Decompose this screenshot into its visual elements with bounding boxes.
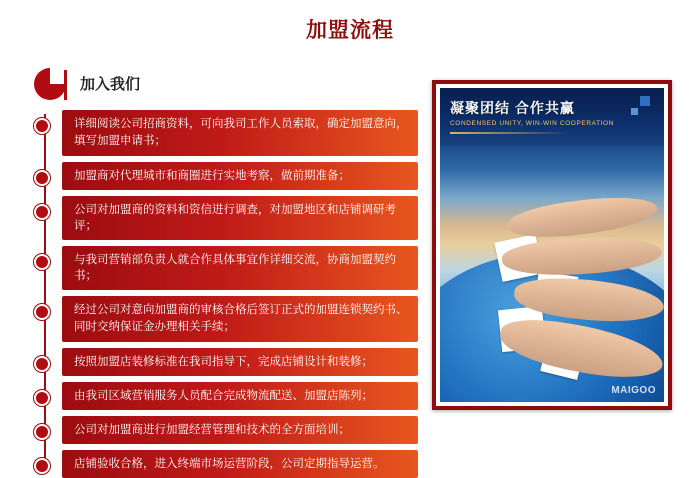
step-label: 按照加盟店装修标准在我司指导下，完成店铺设计和装修； bbox=[62, 348, 418, 376]
step-bullet-icon bbox=[34, 458, 50, 474]
step-label: 详细阅读公司招商资料，可向我司工作人员索取，确定加盟意向，填写加盟申请书； bbox=[62, 110, 418, 156]
step-item[interactable] bbox=[44, 246, 418, 290]
step-item[interactable] bbox=[44, 382, 418, 410]
steps-timeline bbox=[28, 110, 418, 478]
step-item[interactable] bbox=[44, 348, 418, 376]
step-bullet-icon bbox=[34, 304, 50, 320]
decorative-square-icon bbox=[640, 96, 650, 106]
step-label: 加盟商对代理城市和商圈进行实地考察，做前期准备； bbox=[62, 162, 418, 190]
step-label: 经过公司对意向加盟商的审核合格后签订正式的加盟连锁契约书、同时交纳保证金办理相关手续； bbox=[62, 296, 418, 342]
step-label: 店铺验收合格，进入终端市场运营阶段，公司定期指导运营。 bbox=[62, 450, 418, 478]
process-list-panel bbox=[28, 68, 418, 470]
step-bullet-icon bbox=[34, 390, 50, 406]
step-item[interactable] bbox=[44, 110, 418, 156]
step-bullet-icon bbox=[34, 170, 50, 186]
step-label: 公司对加盟商的资料和资信进行调查，对加盟地区和店铺调研考评； bbox=[62, 196, 418, 240]
step-item[interactable] bbox=[44, 296, 418, 342]
step-bullet-icon bbox=[34, 118, 50, 134]
step-label: 公司对加盟商进行加盟经营管理和技术的全方面培训； bbox=[62, 416, 418, 444]
step-bullet-icon bbox=[34, 424, 50, 440]
step-label: 由我司区域营销服务人员配合完成物流配送、加盟店陈列； bbox=[62, 382, 418, 410]
promo-subline: CONDENSED UNITY, WIN-WIN COOPERATION bbox=[450, 120, 615, 127]
promo-image-frame bbox=[432, 80, 672, 410]
pie-chart-icon bbox=[34, 68, 74, 102]
promo-image bbox=[440, 88, 664, 402]
step-label: 与我司营销部负责人就合作具体事宜作详细交流，协商加盟契约书； bbox=[62, 246, 418, 290]
step-item[interactable] bbox=[44, 196, 418, 240]
step-bullet-icon bbox=[34, 254, 50, 270]
step-item[interactable] bbox=[44, 416, 418, 444]
step-bullet-icon bbox=[34, 204, 50, 220]
hand-graphic bbox=[506, 190, 659, 245]
page-title: 加盟流程 bbox=[306, 19, 394, 42]
promo-headline: 凝聚团结 合作共赢 bbox=[450, 100, 575, 116]
step-bullet-icon bbox=[34, 356, 50, 372]
step-item[interactable] bbox=[44, 162, 418, 190]
decorative-square-icon bbox=[631, 108, 638, 115]
section-title: 加入我们 bbox=[80, 76, 141, 93]
step-item[interactable] bbox=[44, 450, 418, 478]
divider bbox=[450, 132, 570, 134]
watermark-label: MAIGOO bbox=[611, 385, 656, 396]
section-header bbox=[28, 68, 418, 102]
